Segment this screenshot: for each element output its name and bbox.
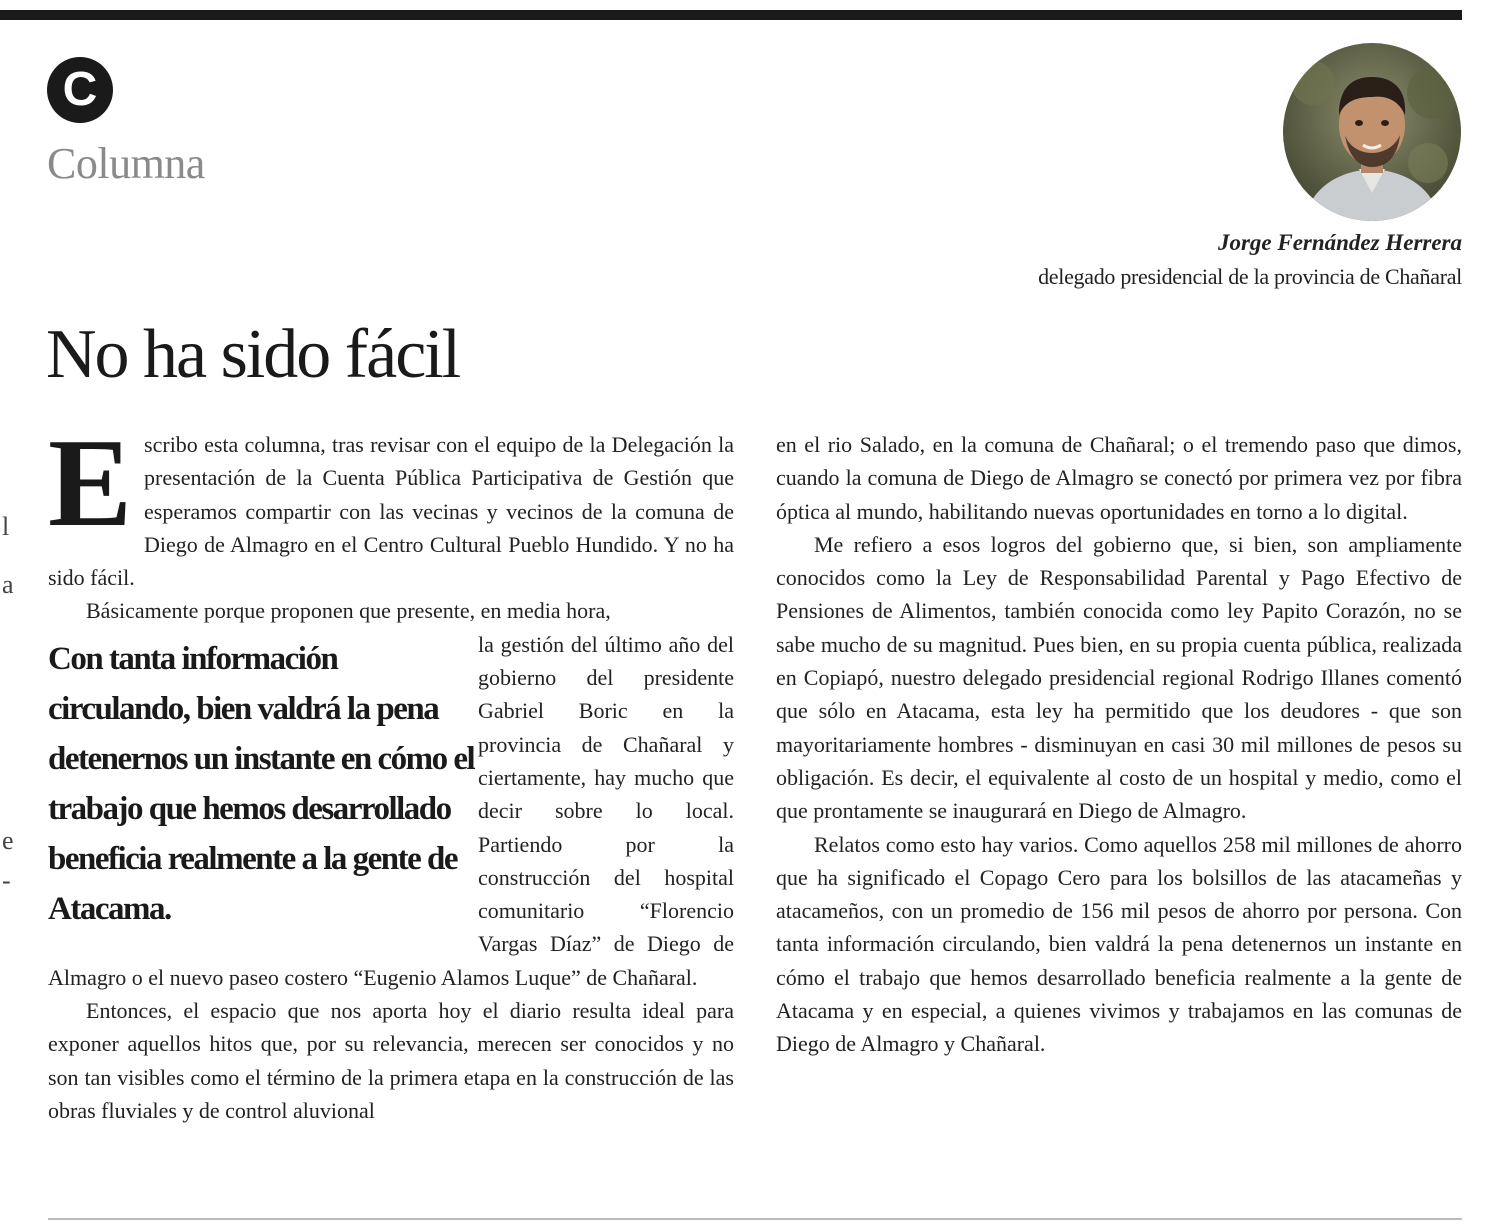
paragraph-2: la gestión del último año del gobierno del presidente Gabriel Boric en la provincia de Chañaral y ciertamente, hay mucho que decir sobre lo local. Partiendo por la construcción del hospital comunitario “Florencio Vargas Díaz” de Diego de Almagro o el nuevo paseo costero “Eugenio Alamos Luque” de Chañaral. xyxy=(48,631,734,990)
margin-fragment: - xyxy=(2,866,11,895)
author-name: Jorge Fernández Herrera xyxy=(1217,230,1462,255)
paragraph-3-continued: en el rio Salado, en la comuna de Chañaral; o el tremendo paso que dimos, cuando la comuna de Diego de Almagro se conectó por primera vez por fibra óptica al mundo, habilitando nuevas oportunidades en torno a lo digital. xyxy=(776,432,1462,524)
bottom-rule xyxy=(48,1218,1462,1220)
paragraph-2-intro: Básicamente porque proponen que presente, en media hora, xyxy=(86,598,611,624)
author-portrait-icon xyxy=(1283,43,1461,221)
paragraph-1-text: scribo esta columna, tras revisar con el equipo de la Delegación la presentación de la Cuenta Pública Participativa de Gestión que esperamos compartir con las vecinas y vecinos de la comuna de Diego de Almagro en el Centro Cultural Pueblo Hundido. Y no ha sido fácil. xyxy=(48,432,734,591)
top-rule xyxy=(0,10,1462,20)
paragraph-3: Entonces, el espacio que nos aporta hoy el diario resulta ideal para exponer aquellos hitos que, por su relevancia, merecen ser conocidos y no son tan visibles como el término de la primera etapa en la construcción de las obras fluviales y de control aluvional xyxy=(48,998,734,1123)
author-role: delegado presidencial de la provincia de Chañaral xyxy=(1038,264,1462,289)
paragraph-5: Relatos como esto hay varios. Como aquellos 258 mil millones de ahorro que ha significado el Copago Cero para los bolsillos de las atacameñas y atacameños, con un promedio de 156 mil pesos de ahorro por persona. Con tanta información circulando, bien valdrá la pena detenernos un instante en cómo el trabajo que hemos desarrollado beneficia realmente a la gente de Atacama y en especial, a quienes vivimos y trabajamos en las comunas de Diego de Almagro y Chañaral. xyxy=(776,831,1462,1057)
section-label: Columna xyxy=(47,139,205,188)
drop-cap: E xyxy=(48,414,133,553)
margin-fragment: a xyxy=(2,570,14,599)
paragraph-4: Me refiero a esos logros del gobierno que, si bien, son ampliamente conocidos como la Ley de Responsabilidad Parental y Pago Efectivo de Pensiones de Alimentos, también conocida como ley Papito Corazón, no se sabe mucho de su magnitud. Pues bien, en su propia cuenta pública, realizada en Copiapó, nuestro delegado presidencial regional Rodrigo Illanes comentó que sólo en Atacama, esta ley ha permitido que los deudores - que son mayoritariamente hombres - disminuyan en casi 30 mil millones de pesos su obligación. Es decir, el equivalente al costo de un hospital y medio, como el que prontamente se inaugurará en Diego de Almagro. xyxy=(776,531,1462,824)
paragraph-1 xyxy=(48,414,734,594)
body-column-left xyxy=(48,414,734,1127)
author-avatar xyxy=(1283,43,1461,221)
section-badge-icon: C xyxy=(47,57,113,123)
adjacent-column-fragments xyxy=(0,20,30,1220)
article-headline: No ha sido fácil xyxy=(46,316,460,393)
body-column-right xyxy=(776,428,1462,1061)
pull-quote: Con tanta información circulando, bien valdrá la pena detenernos un instante en cómo el trabajo que hemos desarrollado beneficia realmente a la gente de Atacama. xyxy=(48,640,475,927)
margin-fragment: l xyxy=(2,512,10,541)
margin-fragment: e xyxy=(2,826,14,855)
